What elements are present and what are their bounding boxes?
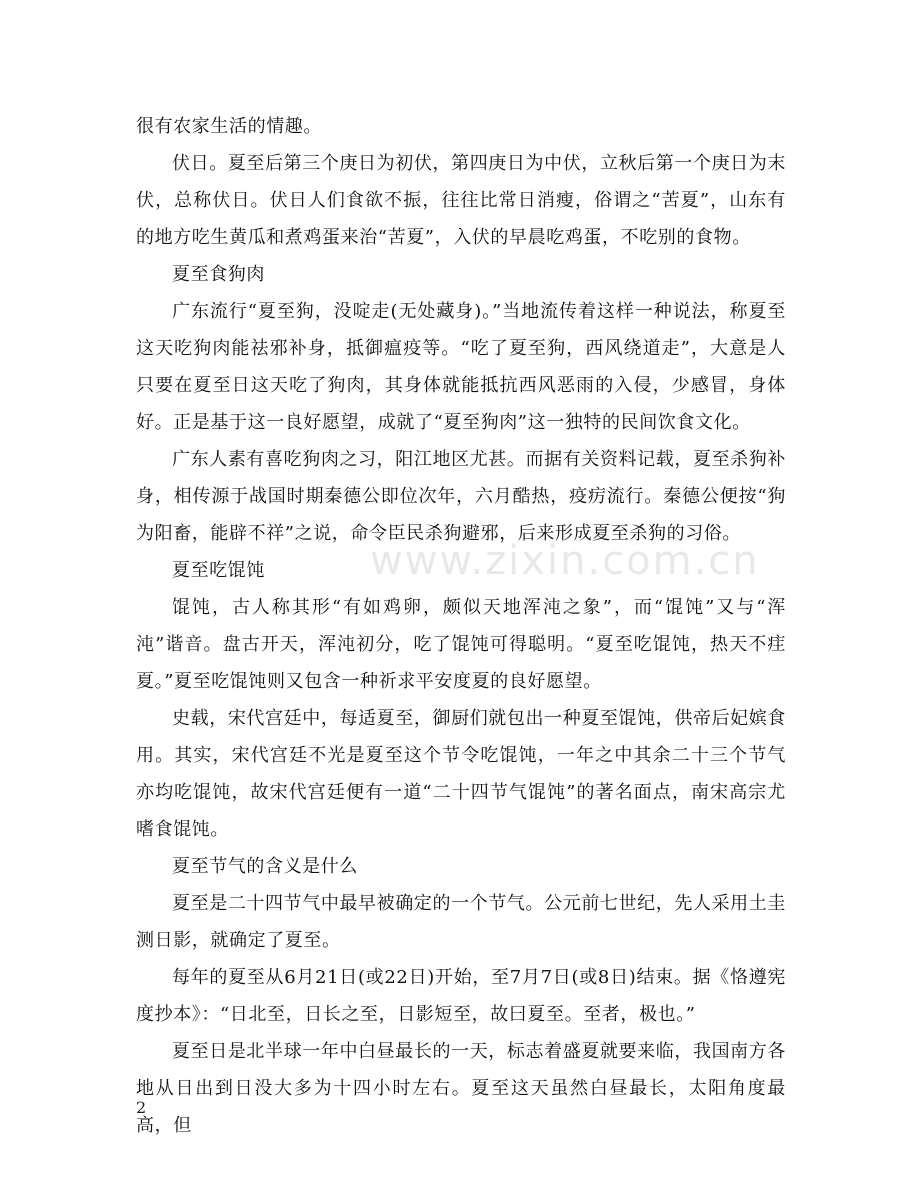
paragraph-3: 广东流行“夏至狗，没啶走(无处藏身)。”当地流传着这样一种说法，称夏至这天吃狗肉能祛邪补身，抵御瘟疫等。“吃了夏至狗，西风绕道走”，大意是人只要在夏至日这天吃了狗肉，其身体就能抵抗西风恶雨的入侵，少感冒，身体好。正是基于这一良好愿望，成就了“夏至狗肉”这一独特的民间饮食文化。 — [136, 301, 786, 433]
section-heading-meaning: 夏至节气的含义是什么 — [172, 856, 358, 877]
paragraph-4: 广东人素有喜吃狗肉之习，阳江地区尤甚。而据有关资料记载，夏至杀狗补身，相传源于战国时期秦德公即位次年，六月酷热，疫疠流行。秦德公便按“狗为阳畜，能辟不祥”之说，命令臣民杀狗避邪，后来形成夏至杀狗的习俗。 — [136, 449, 786, 544]
paragraph-7: 夏至是二十四节气中最早被确定的一个节气。公元前七世纪，先人采用土圭测日影，就确定了夏至。 — [136, 893, 786, 951]
section-heading-wonton: 夏至吃馄饨 — [172, 560, 265, 581]
document-body — [136, 108, 786, 1144]
watermark: www.zixin.com.cn — [370, 538, 760, 584]
page-number: 2 — [136, 1098, 147, 1117]
paragraph-1: 很有农家生活的情趣。 — [136, 116, 322, 137]
paragraph-6: 史载，宋代宫廷中，每适夏至，御厨们就包出一种夏至馄饨，供帝后妃嫔食用。其实，宋代宫廷不光是夏至这个节令吃馄饨，一年之中其余二十三个节气亦均吃馄饨，故宋代宫廷便有一道“二十四节气馄饨”的著名面点，南宋高宗尤嗜食馄饨。 — [136, 708, 786, 840]
paragraph-5: 馄饨，古人称其形“有如鸡卵，颇似天地浑沌之象”，而“馄饨”又与“浑沌”谐音。盘古开天，浑沌初分，吃了馄饨可得聪明。“夏至吃馄饨，热天不疰夏。”夏至吃馄饨则又包含一种祈求平安度夏的良好愿望。 — [136, 597, 786, 692]
section-heading-dog-meat: 夏至食狗肉 — [172, 264, 265, 285]
paragraph-8: 每年的夏至从6月21日(或22日)开始，至7月7日(或8日)结束。据《恪遵宪度抄本》：“日北至，日长之至，日影短至，故曰夏至。至者，极也。” — [136, 967, 786, 1025]
paragraph-9: 夏至日是北半球一年中白昼最长的一天，标志着盛夏就要来临，我国南方各地从日出到日没大多为十四小时左右。夏至这天虽然白昼最长，太阳角度最高，但 — [136, 1041, 786, 1136]
paragraph-2: 伏日。夏至后第三个庚日为初伏，第四庚日为中伏，立秋后第一个庚日为末伏，总称伏日。伏日人们食欲不振，往往比常日消瘦，俗谓之“苦夏”，山东有的地方吃生黄瓜和煮鸡蛋来治“苦夏”，入伏的早晨吃鸡蛋，不吃别的食物。 — [136, 153, 786, 248]
